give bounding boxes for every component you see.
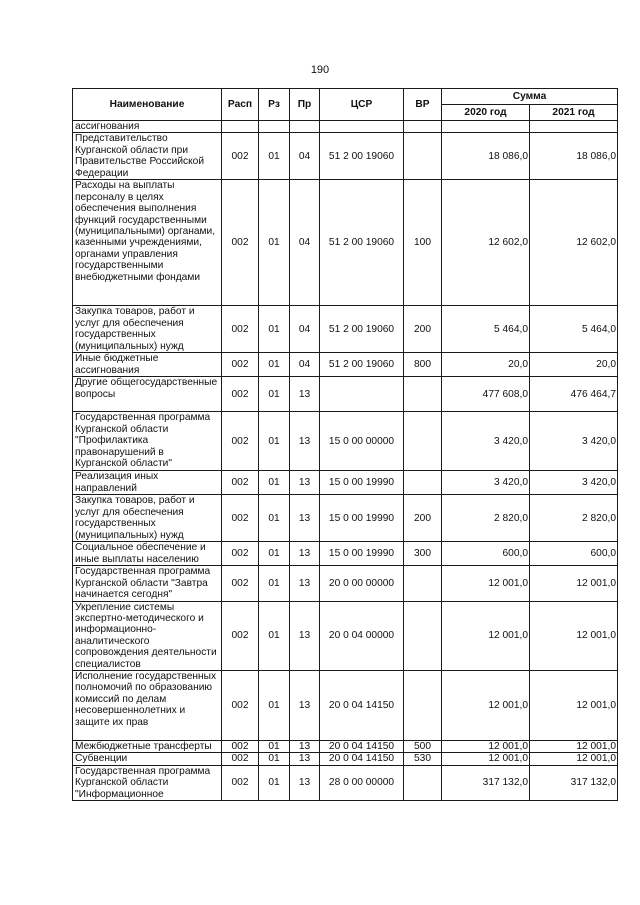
row-pr: 13 bbox=[290, 671, 320, 741]
row-rasp: 002 bbox=[222, 412, 259, 471]
table-body bbox=[73, 121, 618, 801]
row-sum-2020: 12 001,0 bbox=[442, 753, 530, 765]
header-year-2021: 2021 год bbox=[530, 105, 618, 121]
table-row bbox=[73, 741, 618, 753]
row-rasp: 002 bbox=[222, 765, 259, 800]
row-sum-2021: 5 464,0 bbox=[530, 306, 618, 353]
table-header bbox=[73, 89, 618, 121]
row-name: Представительство Курганской области при Правительстве Российской Федерации bbox=[73, 133, 222, 180]
header-name: Наименование bbox=[73, 89, 222, 121]
row-name: Расходы на выплаты персоналу в целях обеспечения выполнения функций государственными (муниципальными) органами, казенными учреждениями, органами управления государственными внебюджетными фондами bbox=[73, 180, 222, 306]
row-vr bbox=[404, 671, 442, 741]
header-csr: ЦСР bbox=[320, 89, 404, 121]
row-pr: 13 bbox=[290, 412, 320, 471]
row-pr: 13 bbox=[290, 765, 320, 800]
row-vr bbox=[404, 377, 442, 412]
row-vr: 800 bbox=[404, 353, 442, 377]
row-pr: 13 bbox=[290, 495, 320, 542]
table-row bbox=[73, 765, 618, 800]
row-rz: 01 bbox=[259, 765, 290, 800]
row-csr: 20 0 04 14150 bbox=[320, 671, 404, 741]
row-sum-2021: 12 602,0 bbox=[530, 180, 618, 306]
row-sum-2020: 5 464,0 bbox=[442, 306, 530, 353]
table-row bbox=[73, 133, 618, 180]
row-rasp: 002 bbox=[222, 542, 259, 566]
row-sum-2020: 600,0 bbox=[442, 542, 530, 566]
row-rz: 01 bbox=[259, 180, 290, 306]
row-name: Межбюджетные трансферты bbox=[73, 741, 222, 753]
row-csr: 51 2 00 19060 bbox=[320, 306, 404, 353]
row-sum-2020 bbox=[442, 121, 530, 133]
row-pr: 13 bbox=[290, 542, 320, 566]
row-rz: 01 bbox=[259, 601, 290, 670]
row-vr bbox=[404, 601, 442, 670]
row-rz: 01 bbox=[259, 671, 290, 741]
row-name: Иные бюджетные ассигнования bbox=[73, 353, 222, 377]
row-name: Государственная программа Курганской области "Завтра начинается сегодня" bbox=[73, 566, 222, 601]
table-row bbox=[73, 377, 618, 412]
row-rasp: 002 bbox=[222, 353, 259, 377]
header-rz: Рз bbox=[259, 89, 290, 121]
row-vr bbox=[404, 412, 442, 471]
table-row bbox=[73, 601, 618, 670]
row-sum-2021 bbox=[530, 121, 618, 133]
row-vr: 530 bbox=[404, 753, 442, 765]
row-vr: 200 bbox=[404, 495, 442, 542]
row-pr: 13 bbox=[290, 753, 320, 765]
row-sum-2021: 20,0 bbox=[530, 353, 618, 377]
row-name: ассигнования bbox=[73, 121, 222, 133]
table-row bbox=[73, 471, 618, 495]
row-csr: 15 0 00 19990 bbox=[320, 495, 404, 542]
row-pr: 04 bbox=[290, 306, 320, 353]
row-sum-2021: 476 464,7 bbox=[530, 377, 618, 412]
row-sum-2020: 3 420,0 bbox=[442, 412, 530, 471]
row-csr: 20 0 04 14150 bbox=[320, 741, 404, 753]
row-rz: 01 bbox=[259, 495, 290, 542]
row-rasp: 002 bbox=[222, 495, 259, 542]
row-sum-2020: 12 001,0 bbox=[442, 601, 530, 670]
row-rasp: 002 bbox=[222, 741, 259, 753]
row-sum-2020: 3 420,0 bbox=[442, 471, 530, 495]
header-year-2020: 2020 год bbox=[442, 105, 530, 121]
header-sum: Сумма bbox=[442, 89, 618, 105]
budget-table bbox=[72, 88, 618, 801]
table-row bbox=[73, 121, 618, 133]
row-name: Реализация иных направлений bbox=[73, 471, 222, 495]
row-rz: 01 bbox=[259, 542, 290, 566]
row-rasp: 002 bbox=[222, 306, 259, 353]
row-sum-2021: 2 820,0 bbox=[530, 495, 618, 542]
row-sum-2021: 12 001,0 bbox=[530, 753, 618, 765]
row-csr: 51 2 00 19060 bbox=[320, 133, 404, 180]
row-rz: 01 bbox=[259, 741, 290, 753]
row-name: Государственная программа Курганской области "Информационное bbox=[73, 765, 222, 800]
header-pr: Пр bbox=[290, 89, 320, 121]
row-pr: 04 bbox=[290, 353, 320, 377]
row-name: Укрепление системы экспертно-методического и информационно-аналитического сопровождения деятельности специалистов bbox=[73, 601, 222, 670]
row-rasp: 002 bbox=[222, 566, 259, 601]
row-sum-2020: 477 608,0 bbox=[442, 377, 530, 412]
row-rasp: 002 bbox=[222, 377, 259, 412]
row-sum-2021: 12 001,0 bbox=[530, 671, 618, 741]
row-vr bbox=[404, 471, 442, 495]
row-vr bbox=[404, 121, 442, 133]
row-csr: 15 0 00 19990 bbox=[320, 471, 404, 495]
table-row bbox=[73, 306, 618, 353]
row-rz: 01 bbox=[259, 412, 290, 471]
table-row bbox=[73, 566, 618, 601]
row-rasp: 002 bbox=[222, 133, 259, 180]
row-rz: 01 bbox=[259, 753, 290, 765]
row-pr: 04 bbox=[290, 133, 320, 180]
row-vr bbox=[404, 133, 442, 180]
row-sum-2021: 12 001,0 bbox=[530, 741, 618, 753]
row-rz: 01 bbox=[259, 377, 290, 412]
table-row bbox=[73, 495, 618, 542]
row-sum-2021: 12 001,0 bbox=[530, 601, 618, 670]
row-sum-2021: 12 001,0 bbox=[530, 566, 618, 601]
table-row bbox=[73, 671, 618, 741]
row-pr: 13 bbox=[290, 741, 320, 753]
row-vr: 300 bbox=[404, 542, 442, 566]
row-sum-2020: 12 001,0 bbox=[442, 741, 530, 753]
row-sum-2020: 18 086,0 bbox=[442, 133, 530, 180]
row-sum-2021: 3 420,0 bbox=[530, 412, 618, 471]
row-rz: 01 bbox=[259, 306, 290, 353]
row-sum-2021: 18 086,0 bbox=[530, 133, 618, 180]
row-name: Закупка товаров, работ и услуг для обеспечения государственных (муниципальных) нужд bbox=[73, 306, 222, 353]
row-rasp bbox=[222, 121, 259, 133]
row-name: Субвенции bbox=[73, 753, 222, 765]
row-vr bbox=[404, 765, 442, 800]
row-rz: 01 bbox=[259, 353, 290, 377]
row-name: Социальное обеспечение и иные выплаты населению bbox=[73, 542, 222, 566]
row-csr: 20 0 04 14150 bbox=[320, 753, 404, 765]
row-name: Государственная программа Курганской области "Профилактика правонарушений в Курганской области" bbox=[73, 412, 222, 471]
table-row bbox=[73, 753, 618, 765]
row-rz: 01 bbox=[259, 566, 290, 601]
row-sum-2020: 12 001,0 bbox=[442, 566, 530, 601]
row-vr: 200 bbox=[404, 306, 442, 353]
row-rasp: 002 bbox=[222, 601, 259, 670]
row-sum-2020: 317 132,0 bbox=[442, 765, 530, 800]
row-pr bbox=[290, 121, 320, 133]
row-vr: 100 bbox=[404, 180, 442, 306]
row-rasp: 002 bbox=[222, 471, 259, 495]
row-vr bbox=[404, 566, 442, 601]
row-pr: 13 bbox=[290, 601, 320, 670]
row-sum-2020: 12 001,0 bbox=[442, 671, 530, 741]
row-rz: 01 bbox=[259, 133, 290, 180]
header-rasp: Расп bbox=[222, 89, 259, 121]
table-row bbox=[73, 180, 618, 306]
row-sum-2021: 3 420,0 bbox=[530, 471, 618, 495]
row-rasp: 002 bbox=[222, 180, 259, 306]
table-row bbox=[73, 542, 618, 566]
row-csr bbox=[320, 377, 404, 412]
row-name: Другие общегосударственные вопросы bbox=[73, 377, 222, 412]
row-csr: 15 0 00 00000 bbox=[320, 412, 404, 471]
row-sum-2020: 12 602,0 bbox=[442, 180, 530, 306]
header-vr: ВР bbox=[404, 89, 442, 121]
row-sum-2020: 20,0 bbox=[442, 353, 530, 377]
row-sum-2020: 2 820,0 bbox=[442, 495, 530, 542]
row-csr: 15 0 00 19990 bbox=[320, 542, 404, 566]
row-csr: 28 0 00 00000 bbox=[320, 765, 404, 800]
row-pr: 13 bbox=[290, 377, 320, 412]
row-pr: 04 bbox=[290, 180, 320, 306]
row-name: Закупка товаров, работ и услуг для обеспечения государственных (муниципальных) нужд bbox=[73, 495, 222, 542]
table-row bbox=[73, 412, 618, 471]
table-row bbox=[73, 353, 618, 377]
row-vr: 500 bbox=[404, 741, 442, 753]
row-sum-2021: 317 132,0 bbox=[530, 765, 618, 800]
row-rasp: 002 bbox=[222, 671, 259, 741]
row-csr: 20 0 04 00000 bbox=[320, 601, 404, 670]
page-number: 190 bbox=[310, 64, 330, 76]
row-csr bbox=[320, 121, 404, 133]
row-csr: 20 0 00 00000 bbox=[320, 566, 404, 601]
row-rasp: 002 bbox=[222, 753, 259, 765]
row-csr: 51 2 00 19060 bbox=[320, 353, 404, 377]
row-sum-2021: 600,0 bbox=[530, 542, 618, 566]
row-pr: 13 bbox=[290, 471, 320, 495]
row-rz: 01 bbox=[259, 471, 290, 495]
row-rz bbox=[259, 121, 290, 133]
row-pr: 13 bbox=[290, 566, 320, 601]
row-name: Исполнение государственных полномочий по образованию комиссий по делам несовершеннолетних и защите их прав bbox=[73, 671, 222, 741]
row-csr: 51 2 00 19060 bbox=[320, 180, 404, 306]
